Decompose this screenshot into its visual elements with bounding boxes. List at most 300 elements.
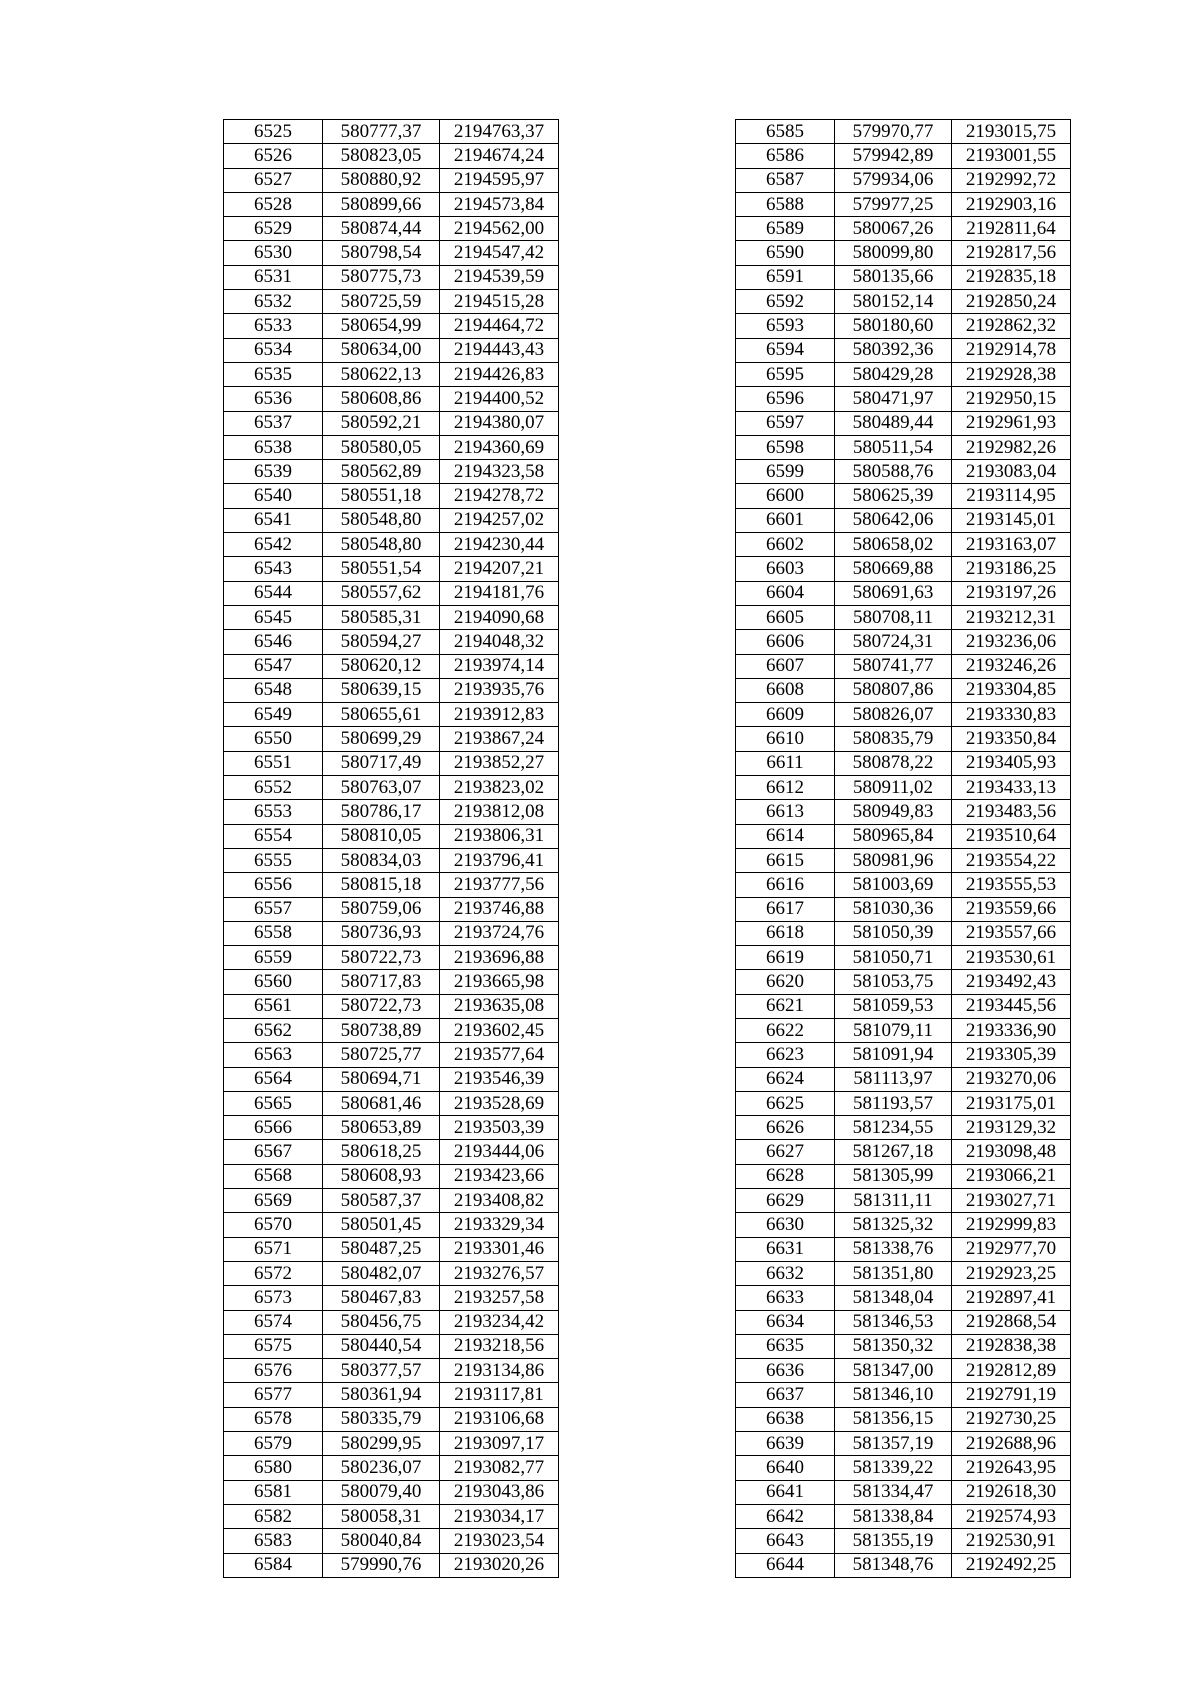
y-coordinate-cell: 2192817,56 [952, 241, 1071, 265]
x-coordinate-cell: 580642,06 [835, 508, 952, 532]
table-row [736, 946, 1071, 970]
table-row [224, 654, 559, 678]
table-row [224, 630, 559, 654]
table-row [736, 484, 1071, 508]
table-row [224, 508, 559, 532]
y-coordinate-cell: 2192950,15 [952, 387, 1071, 411]
point-number-cell: 6534 [224, 338, 323, 362]
x-coordinate-cell: 580815,18 [323, 873, 440, 897]
point-number-cell: 6627 [736, 1140, 835, 1164]
point-number-cell: 6618 [736, 921, 835, 945]
point-number-cell: 6548 [224, 678, 323, 702]
y-coordinate-cell: 2194426,83 [440, 362, 559, 386]
table-row [224, 192, 559, 216]
x-coordinate-cell: 580040,84 [323, 1529, 440, 1553]
table-row [224, 946, 559, 970]
point-number-cell: 6562 [224, 1018, 323, 1042]
y-coordinate-cell: 2192688,96 [952, 1432, 1071, 1456]
y-coordinate-cell: 2193145,01 [952, 508, 1071, 532]
x-coordinate-cell: 581334,47 [835, 1480, 952, 1504]
point-number-cell: 6565 [224, 1091, 323, 1115]
y-coordinate-cell: 2193483,56 [952, 800, 1071, 824]
table-row [736, 994, 1071, 1018]
y-coordinate-cell: 2192618,30 [952, 1480, 1071, 1504]
table-row [736, 144, 1071, 168]
table-row [224, 557, 559, 581]
table-row [736, 1018, 1071, 1042]
table-row [736, 314, 1071, 338]
y-coordinate-cell: 2193602,45 [440, 1018, 559, 1042]
table-row [224, 1043, 559, 1067]
point-number-cell: 6536 [224, 387, 323, 411]
x-coordinate-cell: 580551,18 [323, 484, 440, 508]
y-coordinate-cell: 2194257,02 [440, 508, 559, 532]
y-coordinate-cell: 2193935,76 [440, 678, 559, 702]
y-coordinate-cell: 2192791,19 [952, 1383, 1071, 1407]
x-coordinate-cell: 581050,71 [835, 946, 952, 970]
x-coordinate-cell: 580152,14 [835, 290, 952, 314]
table-row [736, 1334, 1071, 1358]
y-coordinate-cell: 2192643,95 [952, 1456, 1071, 1480]
point-number-cell: 6547 [224, 654, 323, 678]
x-coordinate-cell: 580079,40 [323, 1480, 440, 1504]
point-number-cell: 6580 [224, 1456, 323, 1480]
y-coordinate-cell: 2193186,25 [952, 557, 1071, 581]
point-number-cell: 6598 [736, 435, 835, 459]
table-row [736, 1140, 1071, 1164]
point-number-cell: 6538 [224, 435, 323, 459]
point-number-cell: 6591 [736, 265, 835, 289]
y-coordinate-cell: 2193020,26 [440, 1553, 559, 1577]
table-row [224, 1504, 559, 1528]
y-coordinate-cell: 2193433,13 [952, 776, 1071, 800]
table-row [736, 265, 1071, 289]
x-coordinate-cell: 580880,92 [323, 168, 440, 192]
x-coordinate-cell: 580669,88 [835, 557, 952, 581]
point-number-cell: 6533 [224, 314, 323, 338]
table-row [224, 1261, 559, 1285]
table-row [736, 824, 1071, 848]
table-row [736, 1407, 1071, 1431]
y-coordinate-cell: 2193336,90 [952, 1018, 1071, 1042]
x-coordinate-cell: 580361,94 [323, 1383, 440, 1407]
x-coordinate-cell: 581355,19 [835, 1529, 952, 1553]
table-row [224, 1164, 559, 1188]
y-coordinate-cell: 2194674,24 [440, 144, 559, 168]
table-row [736, 533, 1071, 557]
y-coordinate-cell: 2193510,64 [952, 824, 1071, 848]
x-coordinate-cell: 580587,37 [323, 1189, 440, 1213]
table-row [224, 848, 559, 872]
point-number-cell: 6614 [736, 824, 835, 848]
point-number-cell: 6588 [736, 192, 835, 216]
y-coordinate-cell: 2193559,66 [952, 897, 1071, 921]
point-number-cell: 6597 [736, 411, 835, 435]
point-number-cell: 6621 [736, 994, 835, 1018]
y-coordinate-cell: 2193823,02 [440, 776, 559, 800]
x-coordinate-cell: 581030,36 [835, 897, 952, 921]
table-row [224, 873, 559, 897]
x-coordinate-cell: 580699,29 [323, 727, 440, 751]
y-coordinate-cell: 2193082,77 [440, 1456, 559, 1480]
x-coordinate-cell: 581325,32 [835, 1213, 952, 1237]
table-row [736, 168, 1071, 192]
x-coordinate-cell: 581091,94 [835, 1043, 952, 1067]
x-coordinate-cell: 580429,28 [835, 362, 952, 386]
y-coordinate-cell: 2193175,01 [952, 1091, 1071, 1115]
y-coordinate-cell: 2194763,37 [440, 120, 559, 144]
table-row [224, 921, 559, 945]
table-row [224, 1553, 559, 1577]
table-row [736, 581, 1071, 605]
table-row [736, 630, 1071, 654]
y-coordinate-cell: 2193304,85 [952, 678, 1071, 702]
y-coordinate-cell: 2193276,57 [440, 1261, 559, 1285]
point-number-cell: 6606 [736, 630, 835, 654]
x-coordinate-cell: 580807,86 [835, 678, 952, 702]
y-coordinate-cell: 2193257,58 [440, 1286, 559, 1310]
y-coordinate-cell: 2192862,32 [952, 314, 1071, 338]
table-row [224, 1140, 559, 1164]
table-row [736, 1383, 1071, 1407]
x-coordinate-cell: 580981,96 [835, 848, 952, 872]
x-coordinate-cell: 580562,89 [323, 460, 440, 484]
x-coordinate-cell: 580594,27 [323, 630, 440, 654]
table-row [224, 1310, 559, 1334]
y-coordinate-cell: 2193236,06 [952, 630, 1071, 654]
x-coordinate-cell: 580548,80 [323, 533, 440, 557]
table-row [736, 873, 1071, 897]
x-coordinate-cell: 580471,97 [835, 387, 952, 411]
point-number-cell: 6535 [224, 362, 323, 386]
table-row [224, 1480, 559, 1504]
table-row [736, 1261, 1071, 1285]
y-coordinate-cell: 2192914,78 [952, 338, 1071, 362]
y-coordinate-cell: 2193867,24 [440, 727, 559, 751]
y-coordinate-cell: 2193530,61 [952, 946, 1071, 970]
x-coordinate-cell: 580592,21 [323, 411, 440, 435]
y-coordinate-cell: 2192811,64 [952, 217, 1071, 241]
point-number-cell: 6587 [736, 168, 835, 192]
y-coordinate-cell: 2193423,66 [440, 1164, 559, 1188]
y-coordinate-cell: 2193557,66 [952, 921, 1071, 945]
point-number-cell: 6626 [736, 1116, 835, 1140]
point-number-cell: 6574 [224, 1310, 323, 1334]
table-row [224, 1432, 559, 1456]
point-number-cell: 6546 [224, 630, 323, 654]
x-coordinate-cell: 581350,32 [835, 1334, 952, 1358]
table-row [736, 192, 1071, 216]
y-coordinate-cell: 2192982,26 [952, 435, 1071, 459]
x-coordinate-cell: 580511,54 [835, 435, 952, 459]
table-row [224, 1091, 559, 1115]
table-row [736, 1456, 1071, 1480]
point-number-cell: 6634 [736, 1310, 835, 1334]
point-number-cell: 6540 [224, 484, 323, 508]
y-coordinate-cell: 2193218,56 [440, 1334, 559, 1358]
table-row [736, 290, 1071, 314]
table-row [224, 314, 559, 338]
table-row [736, 508, 1071, 532]
table-row [736, 848, 1071, 872]
x-coordinate-cell: 580738,89 [323, 1018, 440, 1042]
x-coordinate-cell: 580058,31 [323, 1504, 440, 1528]
point-number-cell: 6629 [736, 1189, 835, 1213]
table-row [736, 362, 1071, 386]
table-row [736, 1359, 1071, 1383]
table-row [736, 1480, 1071, 1504]
x-coordinate-cell: 580899,66 [323, 192, 440, 216]
point-number-cell: 6609 [736, 703, 835, 727]
point-number-cell: 6558 [224, 921, 323, 945]
x-coordinate-cell: 580067,26 [835, 217, 952, 241]
x-coordinate-cell: 580135,66 [835, 265, 952, 289]
x-coordinate-cell: 580620,12 [323, 654, 440, 678]
y-coordinate-cell: 2193129,32 [952, 1116, 1071, 1140]
table-row [736, 897, 1071, 921]
table-row [736, 411, 1071, 435]
y-coordinate-cell: 2193503,39 [440, 1116, 559, 1140]
x-coordinate-cell: 581267,18 [835, 1140, 952, 1164]
x-coordinate-cell: 580655,61 [323, 703, 440, 727]
x-coordinate-cell: 581079,11 [835, 1018, 952, 1042]
table-row [224, 435, 559, 459]
y-coordinate-cell: 2193043,86 [440, 1480, 559, 1504]
table-row [224, 1067, 559, 1091]
y-coordinate-cell: 2193350,84 [952, 727, 1071, 751]
point-number-cell: 6579 [224, 1432, 323, 1456]
y-coordinate-cell: 2193329,34 [440, 1213, 559, 1237]
point-number-cell: 6604 [736, 581, 835, 605]
x-coordinate-cell: 581311,11 [835, 1189, 952, 1213]
y-coordinate-cell: 2194515,28 [440, 290, 559, 314]
table-row [736, 338, 1071, 362]
point-number-cell: 6525 [224, 120, 323, 144]
y-coordinate-cell: 2193117,81 [440, 1383, 559, 1407]
x-coordinate-cell: 580487,25 [323, 1237, 440, 1261]
table-row [736, 605, 1071, 629]
table-row [736, 703, 1071, 727]
y-coordinate-cell: 2192992,72 [952, 168, 1071, 192]
x-coordinate-cell: 580777,37 [323, 120, 440, 144]
y-coordinate-cell: 2193097,17 [440, 1432, 559, 1456]
coordinate-table-left [223, 119, 559, 1578]
table-row [224, 581, 559, 605]
point-number-cell: 6641 [736, 1480, 835, 1504]
point-number-cell: 6642 [736, 1504, 835, 1528]
y-coordinate-cell: 2192928,38 [952, 362, 1071, 386]
x-coordinate-cell: 580775,73 [323, 265, 440, 289]
point-number-cell: 6631 [736, 1237, 835, 1261]
point-number-cell: 6622 [736, 1018, 835, 1042]
y-coordinate-cell: 2193001,55 [952, 144, 1071, 168]
table-row [224, 1334, 559, 1358]
y-coordinate-cell: 2193163,07 [952, 533, 1071, 557]
x-coordinate-cell: 581348,76 [835, 1553, 952, 1577]
point-number-cell: 6564 [224, 1067, 323, 1091]
y-coordinate-cell: 2193197,26 [952, 581, 1071, 605]
x-coordinate-cell: 581347,00 [835, 1359, 952, 1383]
x-coordinate-cell: 581003,69 [835, 873, 952, 897]
y-coordinate-cell: 2194181,76 [440, 581, 559, 605]
table-row [224, 703, 559, 727]
y-coordinate-cell: 2193066,21 [952, 1164, 1071, 1188]
point-number-cell: 6593 [736, 314, 835, 338]
x-coordinate-cell: 581351,80 [835, 1261, 952, 1285]
x-coordinate-cell: 579970,77 [835, 120, 952, 144]
point-number-cell: 6603 [736, 557, 835, 581]
point-number-cell: 6532 [224, 290, 323, 314]
y-coordinate-cell: 2193665,98 [440, 970, 559, 994]
x-coordinate-cell: 580236,07 [323, 1456, 440, 1480]
x-coordinate-cell: 580835,79 [835, 727, 952, 751]
point-number-cell: 6620 [736, 970, 835, 994]
y-coordinate-cell: 2193034,17 [440, 1504, 559, 1528]
point-number-cell: 6531 [224, 265, 323, 289]
y-coordinate-cell: 2194360,69 [440, 435, 559, 459]
y-coordinate-cell: 2193330,83 [952, 703, 1071, 727]
x-coordinate-cell: 580392,36 [835, 338, 952, 362]
y-coordinate-cell: 2194562,00 [440, 217, 559, 241]
point-number-cell: 6615 [736, 848, 835, 872]
x-coordinate-cell: 579990,76 [323, 1553, 440, 1577]
point-number-cell: 6567 [224, 1140, 323, 1164]
point-number-cell: 6612 [736, 776, 835, 800]
y-coordinate-cell: 2193270,06 [952, 1067, 1071, 1091]
x-coordinate-cell: 580717,49 [323, 751, 440, 775]
point-number-cell: 6601 [736, 508, 835, 532]
x-coordinate-cell: 581053,75 [835, 970, 952, 994]
y-coordinate-cell: 2194380,07 [440, 411, 559, 435]
point-number-cell: 6541 [224, 508, 323, 532]
table-row [224, 1359, 559, 1383]
y-coordinate-cell: 2193234,42 [440, 1310, 559, 1334]
point-number-cell: 6624 [736, 1067, 835, 1091]
y-coordinate-cell: 2192903,16 [952, 192, 1071, 216]
point-number-cell: 6633 [736, 1286, 835, 1310]
y-coordinate-cell: 2193246,26 [952, 654, 1071, 678]
point-number-cell: 6638 [736, 1407, 835, 1431]
x-coordinate-cell: 581234,55 [835, 1116, 952, 1140]
table-row [224, 533, 559, 557]
table-row [224, 411, 559, 435]
y-coordinate-cell: 2194539,59 [440, 265, 559, 289]
y-coordinate-cell: 2193445,56 [952, 994, 1071, 1018]
table-row [224, 1189, 559, 1213]
table-row [224, 387, 559, 411]
x-coordinate-cell: 580691,63 [835, 581, 952, 605]
table-row [224, 484, 559, 508]
x-coordinate-cell: 580335,79 [323, 1407, 440, 1431]
x-coordinate-cell: 581050,39 [835, 921, 952, 945]
point-number-cell: 6632 [736, 1261, 835, 1285]
x-coordinate-cell: 580681,46 [323, 1091, 440, 1115]
point-number-cell: 6643 [736, 1529, 835, 1553]
point-number-cell: 6607 [736, 654, 835, 678]
x-coordinate-cell: 580763,07 [323, 776, 440, 800]
x-coordinate-cell: 581338,84 [835, 1504, 952, 1528]
table-row [736, 1310, 1071, 1334]
x-coordinate-cell: 581113,97 [835, 1067, 952, 1091]
y-coordinate-cell: 2193023,54 [440, 1529, 559, 1553]
table-row [224, 1529, 559, 1553]
table-row [224, 217, 559, 241]
y-coordinate-cell: 2193696,88 [440, 946, 559, 970]
table-row [736, 435, 1071, 459]
point-number-cell: 6544 [224, 581, 323, 605]
table-row [736, 557, 1071, 581]
x-coordinate-cell: 581356,15 [835, 1407, 952, 1431]
y-coordinate-cell: 2193134,86 [440, 1359, 559, 1383]
x-coordinate-cell: 580725,77 [323, 1043, 440, 1067]
point-number-cell: 6575 [224, 1334, 323, 1358]
x-coordinate-cell: 581346,53 [835, 1310, 952, 1334]
point-number-cell: 6572 [224, 1261, 323, 1285]
table-row [736, 1043, 1071, 1067]
y-coordinate-cell: 2193212,31 [952, 605, 1071, 629]
y-coordinate-cell: 2194207,21 [440, 557, 559, 581]
point-number-cell: 6616 [736, 873, 835, 897]
point-number-cell: 6566 [224, 1116, 323, 1140]
table-row [224, 168, 559, 192]
x-coordinate-cell: 580717,83 [323, 970, 440, 994]
y-coordinate-cell: 2193912,83 [440, 703, 559, 727]
point-number-cell: 6637 [736, 1383, 835, 1407]
y-coordinate-cell: 2193114,95 [952, 484, 1071, 508]
y-coordinate-cell: 2193777,56 [440, 873, 559, 897]
y-coordinate-cell: 2193015,75 [952, 120, 1071, 144]
y-coordinate-cell: 2194400,52 [440, 387, 559, 411]
coordinate-table-body [224, 120, 559, 1578]
x-coordinate-cell: 580580,05 [323, 435, 440, 459]
x-coordinate-cell: 580741,77 [835, 654, 952, 678]
table-row [736, 654, 1071, 678]
point-number-cell: 6639 [736, 1432, 835, 1456]
table-row [736, 970, 1071, 994]
table-row [224, 994, 559, 1018]
y-coordinate-cell: 2193546,39 [440, 1067, 559, 1091]
y-coordinate-cell: 2194048,32 [440, 630, 559, 654]
x-coordinate-cell: 580585,31 [323, 605, 440, 629]
table-row [736, 217, 1071, 241]
x-coordinate-cell: 580694,71 [323, 1067, 440, 1091]
point-number-cell: 6602 [736, 533, 835, 557]
x-coordinate-cell: 580834,03 [323, 848, 440, 872]
point-number-cell: 6543 [224, 557, 323, 581]
x-coordinate-cell: 580786,17 [323, 800, 440, 824]
y-coordinate-cell: 2192492,25 [952, 1553, 1071, 1577]
x-coordinate-cell: 580878,22 [835, 751, 952, 775]
y-coordinate-cell: 2192530,91 [952, 1529, 1071, 1553]
y-coordinate-cell: 2193635,08 [440, 994, 559, 1018]
point-number-cell: 6569 [224, 1189, 323, 1213]
x-coordinate-cell: 580708,11 [835, 605, 952, 629]
x-coordinate-cell: 580639,15 [323, 678, 440, 702]
point-number-cell: 6568 [224, 1164, 323, 1188]
table-row [736, 727, 1071, 751]
x-coordinate-cell: 579977,25 [835, 192, 952, 216]
x-coordinate-cell: 580658,02 [835, 533, 952, 557]
y-coordinate-cell: 2194573,84 [440, 192, 559, 216]
point-number-cell: 6539 [224, 460, 323, 484]
x-coordinate-cell: 580299,95 [323, 1432, 440, 1456]
point-number-cell: 6599 [736, 460, 835, 484]
table-row [224, 265, 559, 289]
point-number-cell: 6549 [224, 703, 323, 727]
point-number-cell: 6594 [736, 338, 835, 362]
point-number-cell: 6559 [224, 946, 323, 970]
point-number-cell: 6578 [224, 1407, 323, 1431]
